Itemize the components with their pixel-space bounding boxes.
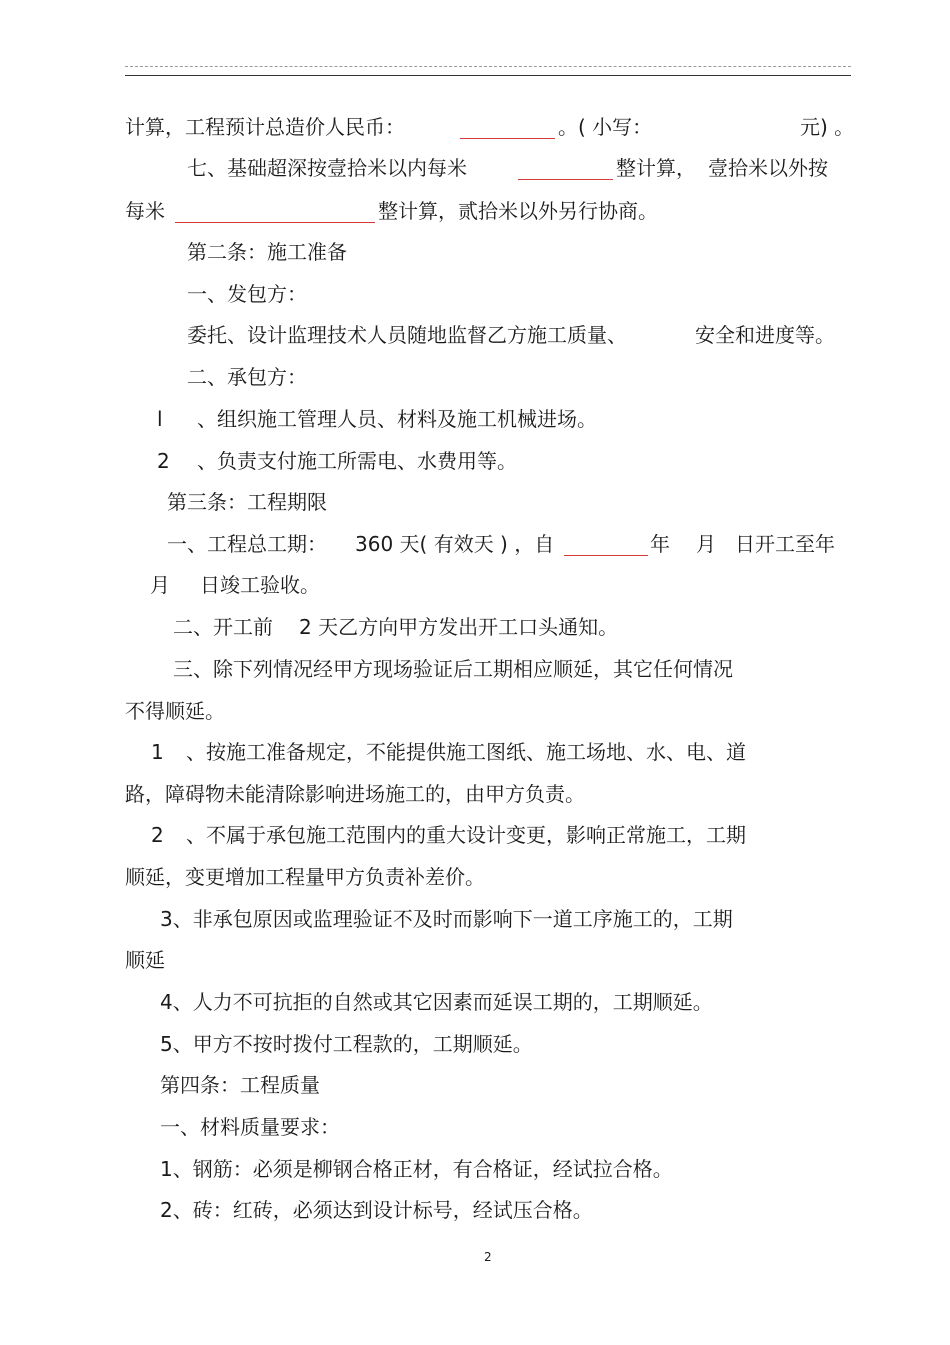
blank-field — [518, 159, 613, 180]
text-line: 360 天( 有效天 ) ，自 — [355, 532, 555, 556]
blank-field — [564, 535, 648, 556]
section-heading: 第四条：工程质量 — [160, 1073, 320, 1097]
text-line: 二、承包方： — [187, 365, 307, 389]
text-line: 整计算，贰拾米以外另行协商。 — [378, 199, 658, 223]
text-line: 七、基础超深按壹拾米以内每米 — [187, 156, 467, 180]
text-line: 顺延 — [125, 948, 165, 972]
section-heading: 第二条：施工准备 — [187, 240, 347, 264]
text-line: 不得顺延。 — [125, 699, 225, 723]
list-marker: 2 — [151, 823, 164, 847]
text-line: 、组织施工管理人员、材料及施工机械进场。 — [197, 407, 597, 431]
header-dashed-rule — [125, 66, 851, 67]
text-line: 年 — [650, 532, 670, 556]
text-line: 路，障碍物未能清除影响进场施工的，由甲方负责。 — [125, 782, 585, 806]
text-line: 三、除下列情况经甲方现场验证后工期相应顺延，其它任何情况 — [173, 657, 733, 681]
text-line: 、不属于承包施工范围内的重大设计变更，影响正常施工，工期 — [186, 823, 746, 847]
text-line: 一、工程总工期： — [167, 532, 327, 556]
text-line: 整计算， — [616, 156, 696, 180]
text-line: 计算，工程预计总造价人民币： — [125, 115, 405, 139]
text-line: 2 天乙方向甲方发出开工口头通知。 — [299, 615, 619, 639]
text-line: 、负责支付施工所需电、水费用等。 — [197, 449, 517, 473]
page-number: 2 — [484, 1250, 492, 1264]
list-marker: 1 — [151, 740, 164, 764]
text-line: 安全和进度等。 — [695, 323, 835, 347]
text-line: 委托、设计监理技术人员随地监督乙方施工质量、 — [187, 323, 627, 347]
text-line: 元) 。 — [800, 115, 855, 139]
text-line: 4、人力不可抗拒的自然或其它因素而延误工期的，工期顺延。 — [160, 990, 713, 1014]
text-line: 一、材料质量要求： — [160, 1115, 340, 1139]
list-marker: 2 — [157, 449, 170, 473]
list-marker: l — [157, 407, 163, 431]
section-heading: 第三条：工程期限 — [167, 490, 327, 514]
text-line: 、按施工准备规定，不能提供施工图纸、施工场地、水、电、道 — [186, 740, 746, 764]
text-line: 顺延，变更增加工程量甲方负责补差价。 — [125, 865, 485, 889]
blank-field — [175, 202, 375, 223]
text-line: 每米 — [125, 199, 165, 223]
text-line: 日竣工验收。 — [200, 573, 320, 597]
text-line: 月 — [150, 573, 170, 597]
text-line: 壹拾米以外按 — [708, 156, 828, 180]
text-line: 。( 小写： — [558, 115, 653, 139]
text-line: 日开工至年 — [735, 532, 835, 556]
text-line: 一、发包方： — [187, 282, 307, 306]
text-line: 月 — [696, 532, 716, 556]
header-rule — [125, 75, 851, 76]
blank-field — [460, 118, 555, 139]
text-line: 3、非承包原因或监理验证不及时而影响下一道工序施工的，工期 — [160, 907, 733, 931]
text-line: 二、开工前 — [173, 615, 273, 639]
text-line: 5、甲方不按时拨付工程款的，工期顺延。 — [160, 1032, 533, 1056]
text-line: 2、砖：红砖，必须达到设计标号，经试压合格。 — [160, 1198, 593, 1222]
text-line: 1、钢筋：必须是柳钢合格正材，有合格证，经试拉合格。 — [160, 1157, 673, 1181]
